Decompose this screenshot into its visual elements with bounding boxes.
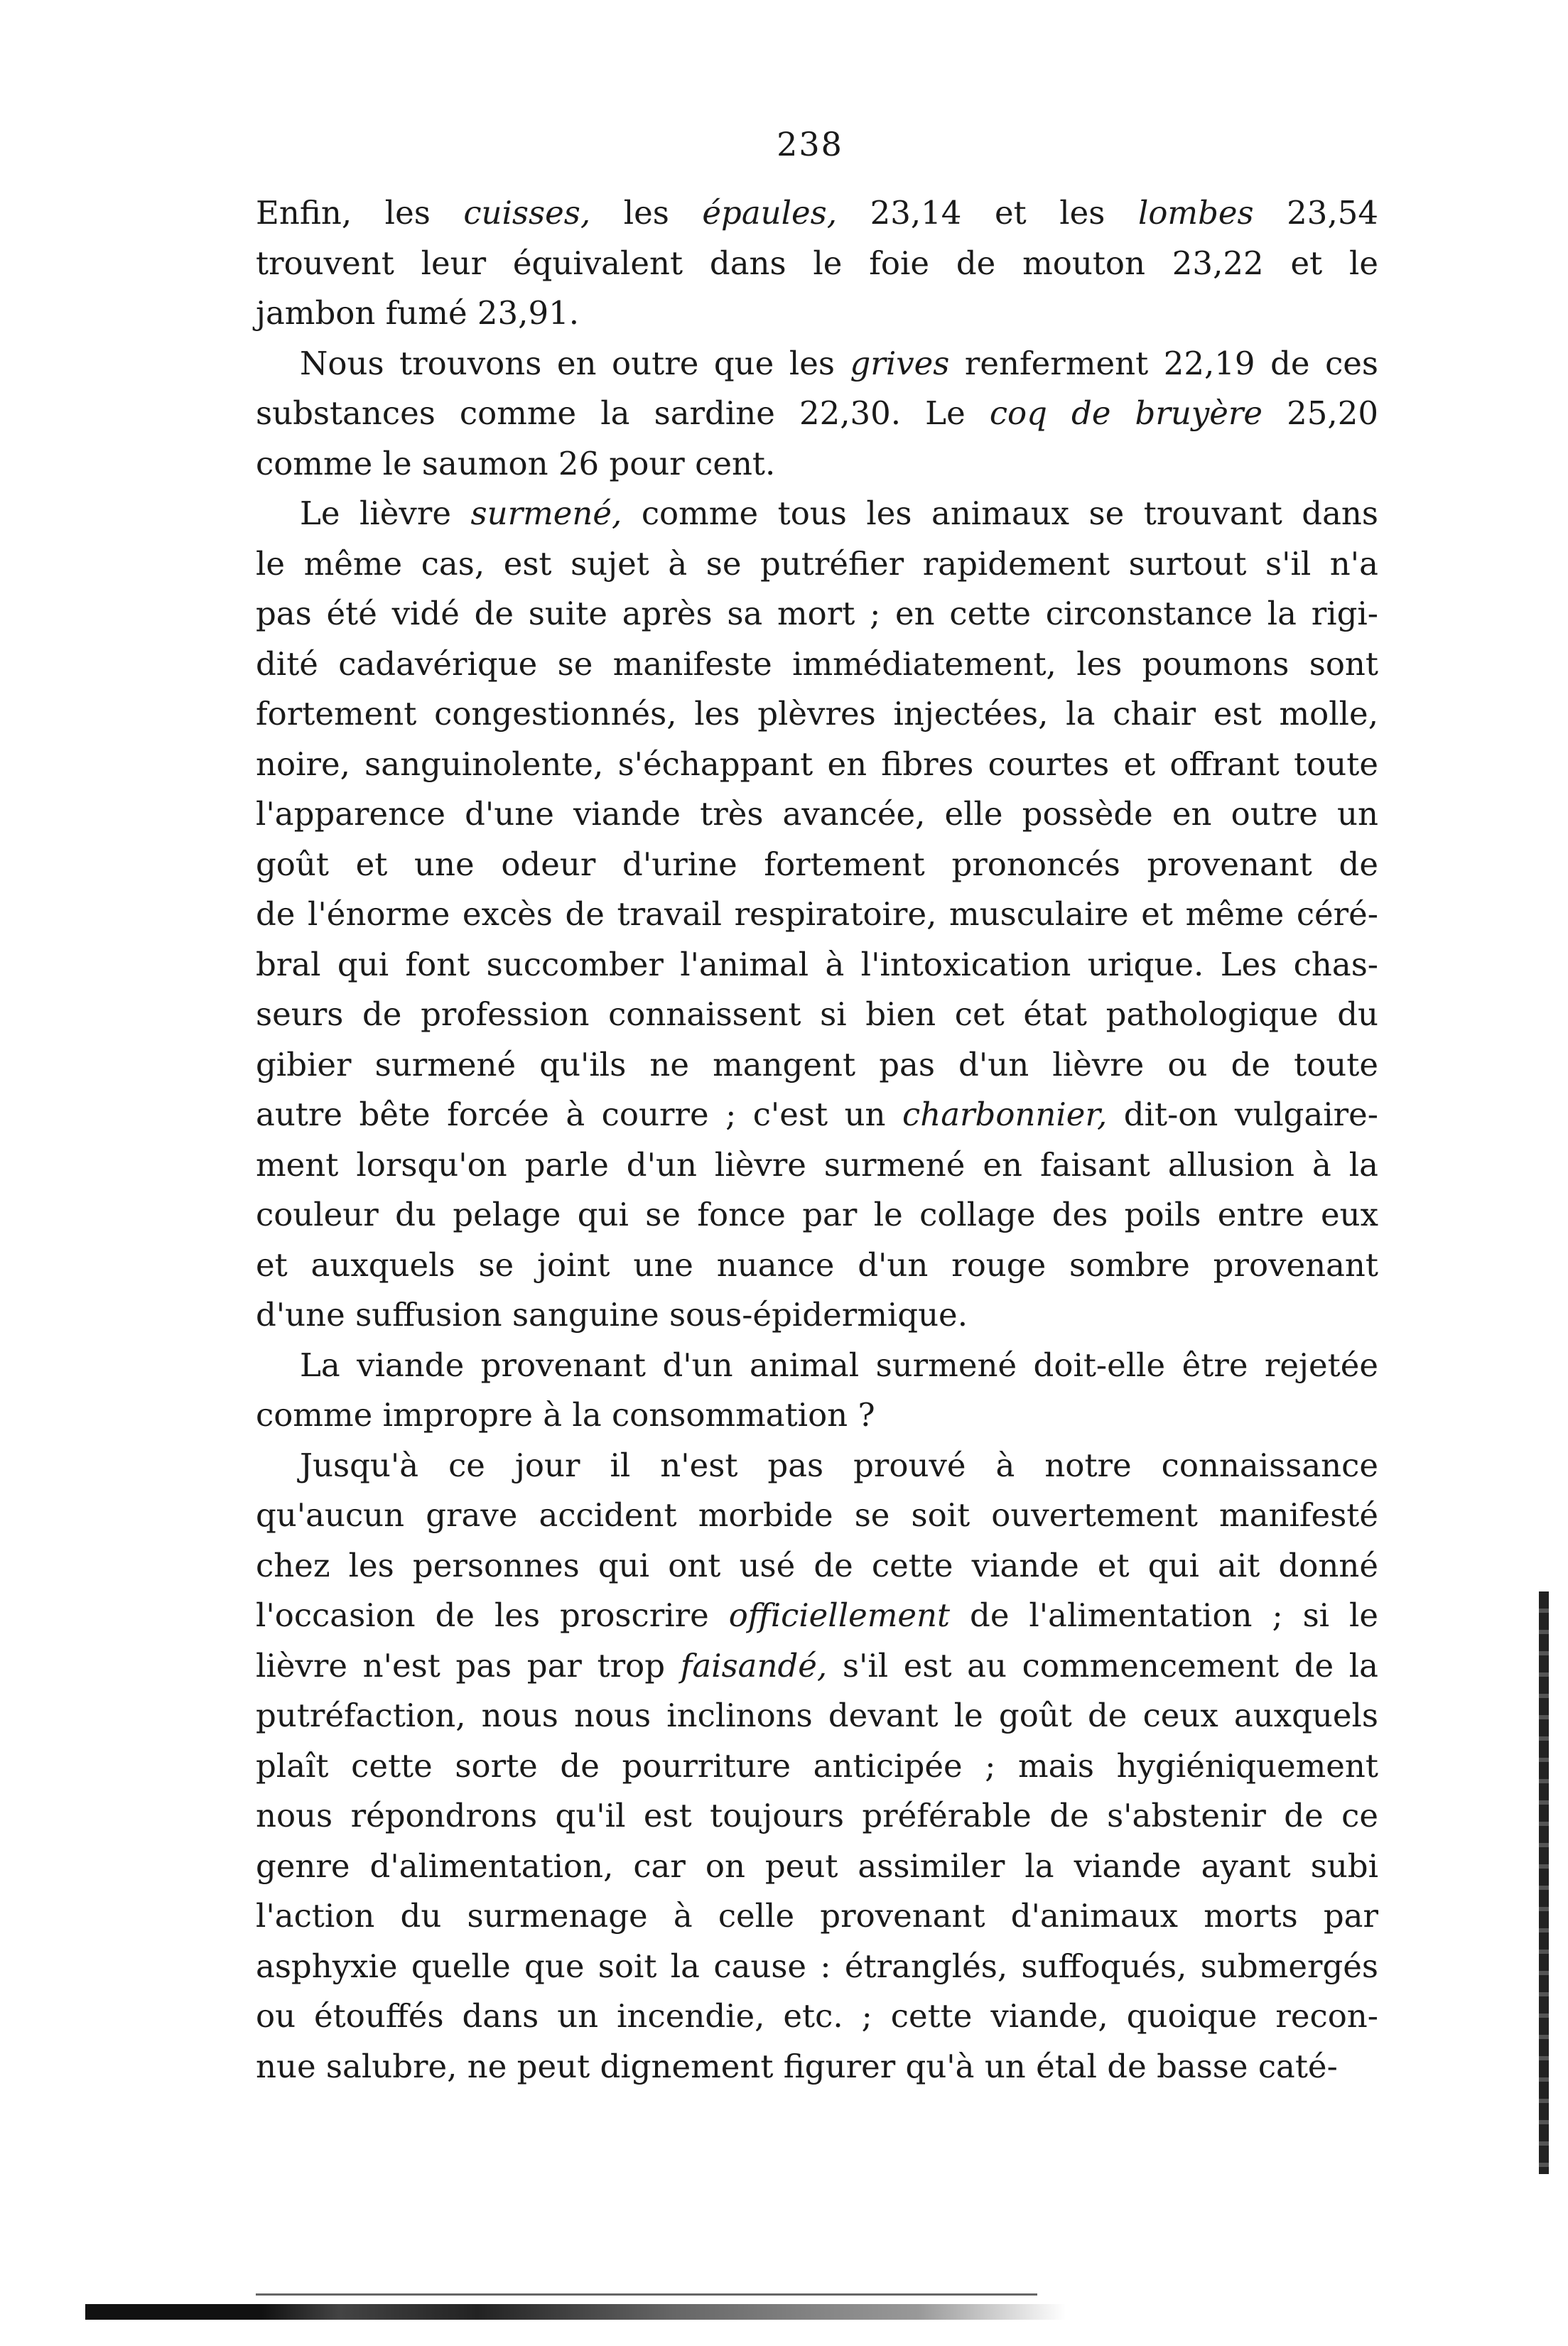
text-run: l'action du surmenage à celle provenant d'animaux morts par (256, 1897, 1378, 1935)
text-run: autre bête forcée à courre ; c'est un (256, 1096, 903, 1133)
paragraph (256, 339, 1378, 490)
text-run: fortement congestionnés, les plèvres injectées, la chair est molle, (256, 695, 1378, 733)
text-run: 23,14 et les (837, 194, 1138, 232)
text-line (256, 890, 1378, 940)
text-run: lièvre n'est pas par trop (256, 1646, 681, 1685)
text-run: noire, sanguinolente, s'échappant en fibres courtes et offrant toute (256, 745, 1378, 783)
text-run: couleur du pelage qui se fonce par le collage des poils entre eux (256, 1196, 1378, 1233)
text-run: bral qui font succomber l'animal à l'intoxication urique. Les chas- (256, 945, 1378, 983)
italic-term: épaules, (702, 194, 838, 232)
text-run: s'il est au commencement de la (827, 1646, 1378, 1685)
text-run: renferment 22,19 de ces (949, 344, 1378, 382)
text-run: comme tous les animaux se trouvant dans (622, 494, 1378, 532)
text-line (256, 1942, 1378, 1992)
text-line (256, 1090, 1378, 1140)
italic-term: lombes (1137, 194, 1254, 232)
text-run: l'occasion de les proscrire (256, 1596, 729, 1634)
text-run: Nous trouvons en outre que les (300, 344, 850, 382)
italic-term: charbonnier, (902, 1096, 1108, 1133)
text-run: gibier surmené qu'ils ne mangent pas d'un lièvre ou de toute (256, 1045, 1378, 1083)
text-line (256, 539, 1378, 590)
text-line (256, 589, 1378, 639)
text-line (256, 1290, 1378, 1341)
text-run: comme impropre à la consommation ? (256, 1396, 875, 1434)
text-run: d'une suffusion sanguine sous-épidermique. (256, 1296, 968, 1334)
paragraph (256, 1341, 1378, 1441)
text-line (256, 840, 1378, 890)
text-line (256, 239, 1378, 289)
text-run: ou étouffés dans un incendie, etc. ; cette viande, quoique recon- (256, 1997, 1378, 2035)
italic-term: cuisses, (463, 194, 591, 232)
text-line (256, 1441, 1378, 1491)
text-run: seurs de profession connaissent si bien cet état pathologique du (256, 995, 1378, 1033)
italic-term: grives (850, 344, 950, 382)
page-number: 238 (777, 125, 843, 163)
text-run: putréfaction, nous nous inclinons devant le goût de ceux auxquels (256, 1697, 1378, 1734)
text-line (256, 2042, 1378, 2092)
text-run: 25,20 (1262, 394, 1378, 432)
text-run: de l'énorme excès de travail respiratoire, musculaire et même céré- (256, 895, 1378, 933)
scan-bottom-rule (256, 2293, 1037, 2296)
scan-edge-mark (1539, 1591, 1549, 2174)
text-line (256, 1491, 1378, 1541)
italic-term: faisandé, (680, 1646, 828, 1685)
text-run: les (590, 194, 703, 232)
text-run: nous répondrons qu'il est toujours préférable de s'abstenir de ce (256, 1797, 1378, 1834)
text-line (256, 689, 1378, 740)
text-line (256, 1791, 1378, 1842)
text-run: ment lorsqu'on parle d'un lièvre surmené en faisant allusion à la (256, 1145, 1378, 1184)
text-run: Enfin, les (256, 194, 464, 232)
text-run: jambon fumé 23,91. (256, 294, 580, 332)
italic-term: coq de bruyère (989, 394, 1263, 432)
text-run: nue salubre, ne peut dignement figurer qu'à un étal de basse caté- (256, 2047, 1338, 2085)
text-line (256, 1991, 1378, 2042)
text-line (256, 1541, 1378, 1591)
text-run: 23,54 (1253, 194, 1379, 232)
text-line (256, 489, 1378, 539)
text-run: de l'alimentation ; si le (950, 1596, 1379, 1634)
text-run: chez les personnes qui ont usé de cette viande et qui ait donné (256, 1546, 1378, 1584)
paragraph (256, 489, 1378, 1341)
text-run: l'apparence d'une viande très avancée, elle possède en outre un (256, 795, 1378, 833)
text-line (256, 1741, 1378, 1792)
paragraph (256, 188, 1378, 339)
text-line (256, 339, 1378, 389)
text-run: dité cadavérique se manifeste immédiatement, les poumons sont (256, 644, 1378, 683)
body-text (256, 188, 1378, 2092)
text-run: qu'aucun grave accident morbide se soit ouvertement manifesté (256, 1496, 1378, 1534)
text-line (256, 389, 1378, 439)
text-run: comme le saumon 26 pour cent. (256, 444, 776, 482)
text-line (256, 789, 1378, 840)
text-run: genre d'alimentation, car on peut assimiler la viande ayant subi (256, 1847, 1378, 1885)
text-line (256, 1591, 1378, 1641)
text-run: Jusqu'à ce jour il n'est pas prouvé à notre connaissance (300, 1446, 1378, 1484)
text-run: dit-on vulgaire- (1107, 1096, 1379, 1133)
text-run: substances comme la sardine 22,30. Le (256, 394, 990, 432)
text-line (256, 1390, 1378, 1441)
text-line (256, 1240, 1378, 1291)
text-run: pas été vidé de suite après sa mort ; en cette circonstance la rigi- (256, 595, 1378, 632)
text-run: trouvent leur équivalent dans le foie de mouton 23,22 et le (256, 244, 1378, 282)
text-line (256, 1691, 1378, 1741)
text-line (256, 1842, 1378, 1892)
scan-bottom-edge (85, 2304, 1066, 2320)
text-line (256, 1040, 1378, 1091)
text-run: et auxquels se joint une nuance d'un rouge sombre provenant (256, 1245, 1378, 1284)
text-line (256, 1140, 1378, 1191)
text-line (256, 740, 1378, 790)
text-line (256, 439, 1378, 490)
text-line (256, 639, 1378, 690)
text-line (256, 1891, 1378, 1942)
text-line (256, 1641, 1378, 1692)
text-line (256, 990, 1378, 1040)
text-line (256, 288, 1378, 339)
text-line (256, 1341, 1378, 1391)
text-run: plaît cette sorte de pourriture anticipée ; mais hygiéniquement (256, 1746, 1378, 1785)
italic-term: officiellement (728, 1596, 951, 1634)
text-run: goût et une odeur d'urine fortement prononcés provenant de (256, 845, 1378, 883)
text-line (256, 1190, 1378, 1240)
text-run: La viande provenant d'un animal surmené doit-elle être rejetée (300, 1346, 1378, 1384)
text-line (256, 940, 1378, 990)
text-run: le même cas, est sujet à se putréfier rapidement surtout s'il n'a (256, 544, 1378, 583)
text-line (256, 188, 1378, 239)
text-run: Le lièvre (300, 494, 471, 532)
text-run: asphyxie quelle que soit la cause : étranglés, suffoqués, submergés (256, 1947, 1378, 1985)
paragraph (256, 1441, 1378, 2092)
italic-term: surmené, (470, 494, 622, 532)
